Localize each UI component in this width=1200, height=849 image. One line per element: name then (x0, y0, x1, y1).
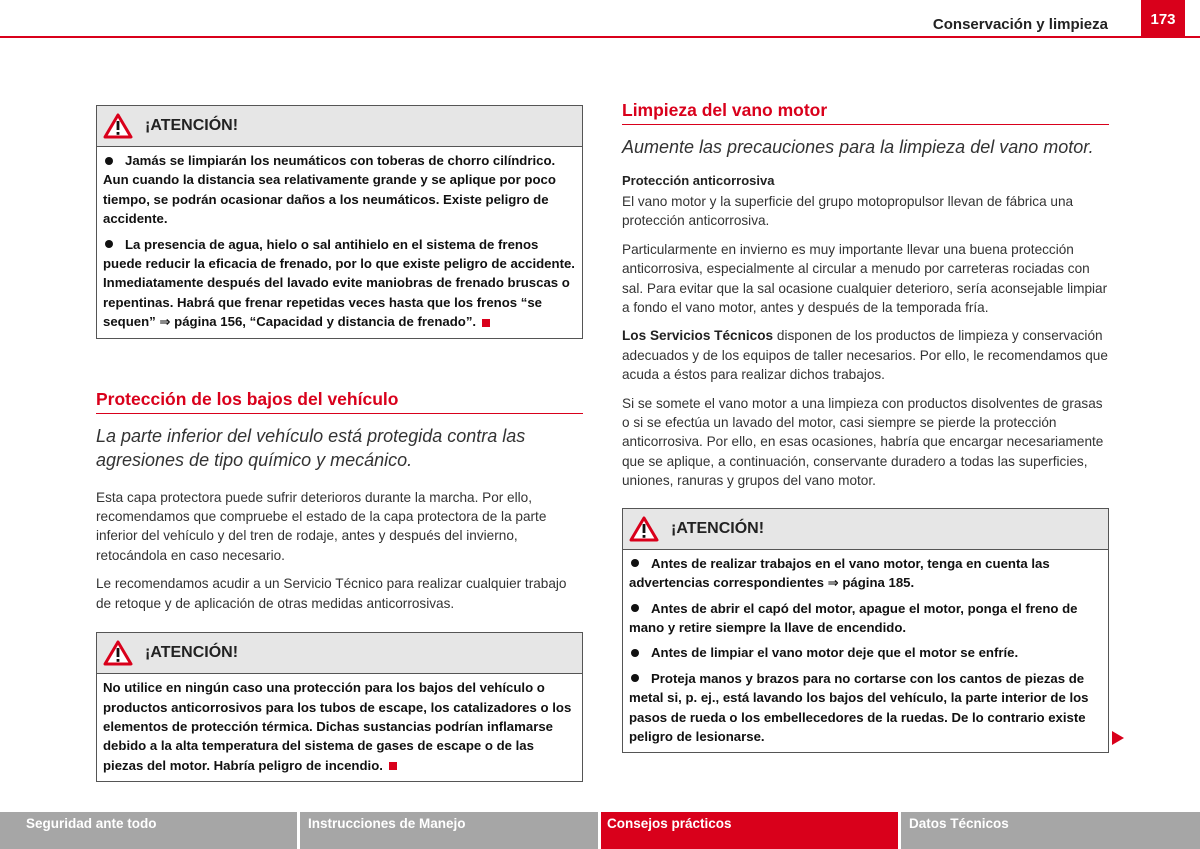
section-lead: La parte inferior del vehículo está protegida contra las agresiones de tipo químico y mecánico. (96, 425, 526, 470)
warning-body (97, 147, 582, 338)
page-number: 173 (1141, 0, 1185, 38)
warning-item: Proteja manos y brazos para no cortarse con los cantos de piezas de metal si, p. ej., está lavando los bajos del vehículo, la parte interior de los pasos de rueda o los embellecedores de la ruedas. De lo contrario existe peligro de lesionarse. (629, 670, 1089, 744)
warning-title: ¡ATENCIÓN! (145, 644, 239, 662)
warning-box-engine-bay (622, 508, 1109, 754)
warning-triangle-icon (629, 516, 659, 542)
bullet-icon (105, 157, 113, 165)
footer-nav (0, 812, 1200, 849)
body-paragraph: Particularmente en invierno es muy importante llevar una buena protección anticorrosiva, especialmente al circular a menudo por carreteras rociadas con sal. Para evitar que la sal ocasione cualquier deterioro, sería aconsejable limpiar a fondo el vano motor, antes y después de la temporada fría. (622, 241, 1108, 316)
warning-item: La presencia de agua, hielo o sal antihielo en el sistema de frenos puede reducir la eficacia de frenado, por lo que existe peligro de accidente. Inmediatamente después del lavado evite maniobras de frenado bruscas o repentinas. Habrá que frenar repetidas veces hasta que los frenos “se sequen” ⇒ página 156, “Capacidad y distancia de frenado”. (103, 236, 575, 330)
chapter-title: Conservación y limpieza (932, 16, 1108, 33)
tab-seguridad[interactable]: Seguridad ante todo (0, 812, 297, 849)
bullet-icon (631, 559, 639, 567)
warning-header (97, 633, 582, 674)
warning-item: Jamás se limpiarán los neumáticos con toberas de chorro cilíndrico. Aun cuando la distancia sea relativamente grande y se aplique por poco tiempo, se podrán ocasionar daños a los neumáticos. Existe peligro de accidente. (103, 153, 556, 227)
warning-header (97, 106, 582, 147)
section-title-engine-bay: Limpieza del vano motor (622, 100, 1109, 125)
bullet-icon (631, 649, 639, 657)
warning-box-underbody (96, 632, 583, 782)
section-title-underbody: Protección de los bajos del vehículo (96, 389, 583, 414)
warning-body (623, 550, 1108, 753)
next-page-arrow-icon[interactable] (1112, 731, 1124, 745)
header-rule (0, 36, 1200, 38)
body-paragraph: Si se somete el vano motor a una limpieza con productos disolventes de grasas o si se efectúa un lavado del motor, casi siempre se pierde la protección anticorrosiva. Por ello, en esas ocasiones, habría que encargar necesariamente que se aplique, a continuación, conservante duradero a todas las superficies, uniones, ranuras y grupos del vano motor. (622, 395, 1104, 489)
warning-item: Antes de abrir el capó del motor, apague el motor, ponga el freno de mano y retire siempre la llave de encendido. (629, 600, 1078, 635)
subheading: Protección anticorrosiva (622, 173, 775, 188)
warning-item: Antes de limpiar el vano motor deje que el motor se enfríe. (629, 643, 1102, 662)
right-column (622, 100, 1109, 753)
warning-header (623, 509, 1108, 550)
body-paragraph: El vano motor y la superficie del grupo motopropulsor llevan de fábrica una protección anticorrosiva. (622, 194, 1074, 229)
tab-datos[interactable]: Datos Técnicos (901, 812, 1200, 849)
warning-body (97, 674, 582, 781)
body-paragraph: Esta capa protectora puede sufrir deterioros durante la marcha. Por ello, recomendamos que compruebe el estado de la capa protectora de la parte inferior del vehículo y del tren de rodaje, antes y después del invierno, retocándola en caso necesario. (96, 489, 547, 563)
section-lead: Aumente las precauciones para la limpieza del vano motor. (622, 137, 1094, 157)
warning-triangle-icon (103, 640, 133, 666)
warning-title: ¡ATENCIÓN! (671, 519, 765, 537)
bullet-icon (631, 604, 639, 612)
tab-consejos[interactable]: Consejos prácticos (601, 812, 898, 849)
warning-title: ¡ATENCIÓN! (145, 117, 239, 134)
bullet-icon (631, 674, 639, 682)
warning-box-tires-brakes (96, 105, 583, 339)
tab-instrucciones[interactable]: Instrucciones de Manejo (300, 812, 598, 849)
left-column (96, 105, 583, 782)
warning-triangle-icon (103, 113, 133, 139)
bullet-icon (105, 240, 113, 248)
body-paragraph: Los Servicios Técnicos disponen de los productos de limpieza y conservación adecuados y de los equipos de taller necesarios. Por ello, le recomendamos que acuda a éstos para realizar dichos trabajos. (622, 328, 1108, 383)
body-paragraph: Le recomendamos acudir a un Servicio Técnico para realizar cualquier trabajo de retoque y de aplicación de otras medidas anticorrosivas. (96, 576, 567, 611)
end-of-section-icon (482, 319, 490, 327)
warning-item: Antes de realizar trabajos en el vano motor, tenga en cuenta las advertencias correspondientes ⇒ página 185. (629, 555, 1050, 591)
end-of-section-icon (389, 762, 397, 770)
warning-text: No utilice en ningún caso una protección para los bajos del vehículo o productos anticorrosivos para los tubos de escape, los catalizadores o los elementos de protección térmica. Dichas sustancias podrían inflamarse debido a la alta temperatura del sistema de gases de escape o de las piezas del motor. Habría peligro de incendio. (103, 680, 572, 773)
